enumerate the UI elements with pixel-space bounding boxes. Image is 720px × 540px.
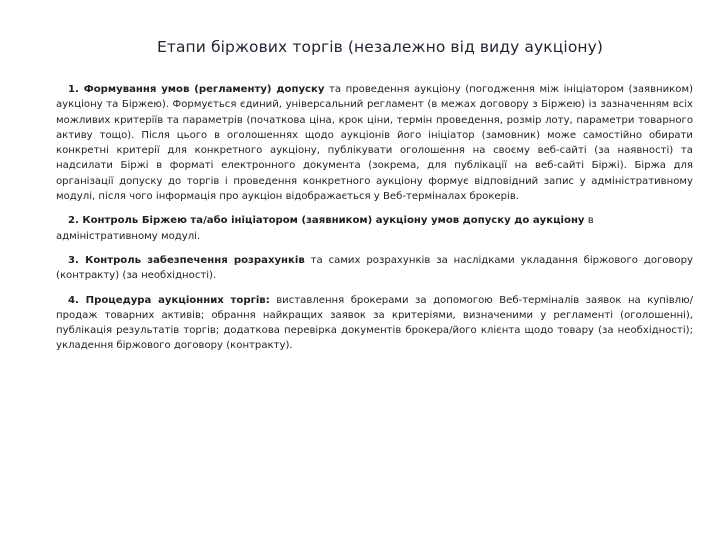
paragraph-1-text: та проведення аукціону (погодження між ініціатором (заявником) аукціону та Біржею). Формується єдиний, універсальний регламент (в межах договору з Біржею) із зазначенням всіх можливих критеріїв та параметрів (початкова ціна, крок ціни, термін проведення, розмір лоту, параметри товарного активу тощо). Після цього в оголошеннях щодо аукціонів його ініціатор (замовник) може самостійно обирати конкретні критерії для конкретного аукціону, публікувати оголошення на своєму веб-сайті (за наявності) та надсилати Біржі в форматі електронного документа (зокрема, для публікації на веб-сайті Біржі). Біржа для організації допуску до торгів і проведення конкретного аукціону формує відповідний запис у адміністративному модулі, після чого інформація про аукціон відображається у Веб-терміналах брокерів.	[56, 84, 694, 203]
paragraph-1	[56, 82, 693, 204]
page-title: Етапи біржових торгів (незалежно від виду аукціону)	[156, 38, 604, 56]
paragraph-4-text: виставлення брокерами за допомогою Веб-терміналів заявок на купівлю/продаж товарних активів; обрання найкращих заявок за критеріями, визначеними у регламенті (оголошенні), публікація результатів торгів; додаткова перевірка документів брокера/його клієнта щодо товару (за необхідності); укладення біржового договору (контракту).	[56, 294, 693, 352]
paragraph-4-lead: 4. Процедура аукціонних торгів:	[68, 294, 270, 306]
paragraph-2-text: в адміністративному модулі.	[56, 215, 594, 242]
paragraph-2	[56, 213, 693, 244]
paragraph-2-lead: 2. Контроль Біржею та/або ініціатором (заявником) аукціону умов допуску до аукціону	[68, 215, 585, 227]
paragraph-4	[56, 293, 693, 354]
document-body	[56, 82, 693, 354]
paragraph-3	[56, 253, 693, 284]
paragraph-3-text: та самих розрахунків за наслідками укладання біржового договору (контракту) (за необхідності).	[56, 254, 693, 282]
paragraph-3-lead: 3. Контроль забезпечення розрахунків	[68, 254, 305, 266]
paragraph-1-lead: 1. Формування умов (регламенту) допуску	[68, 84, 325, 95]
